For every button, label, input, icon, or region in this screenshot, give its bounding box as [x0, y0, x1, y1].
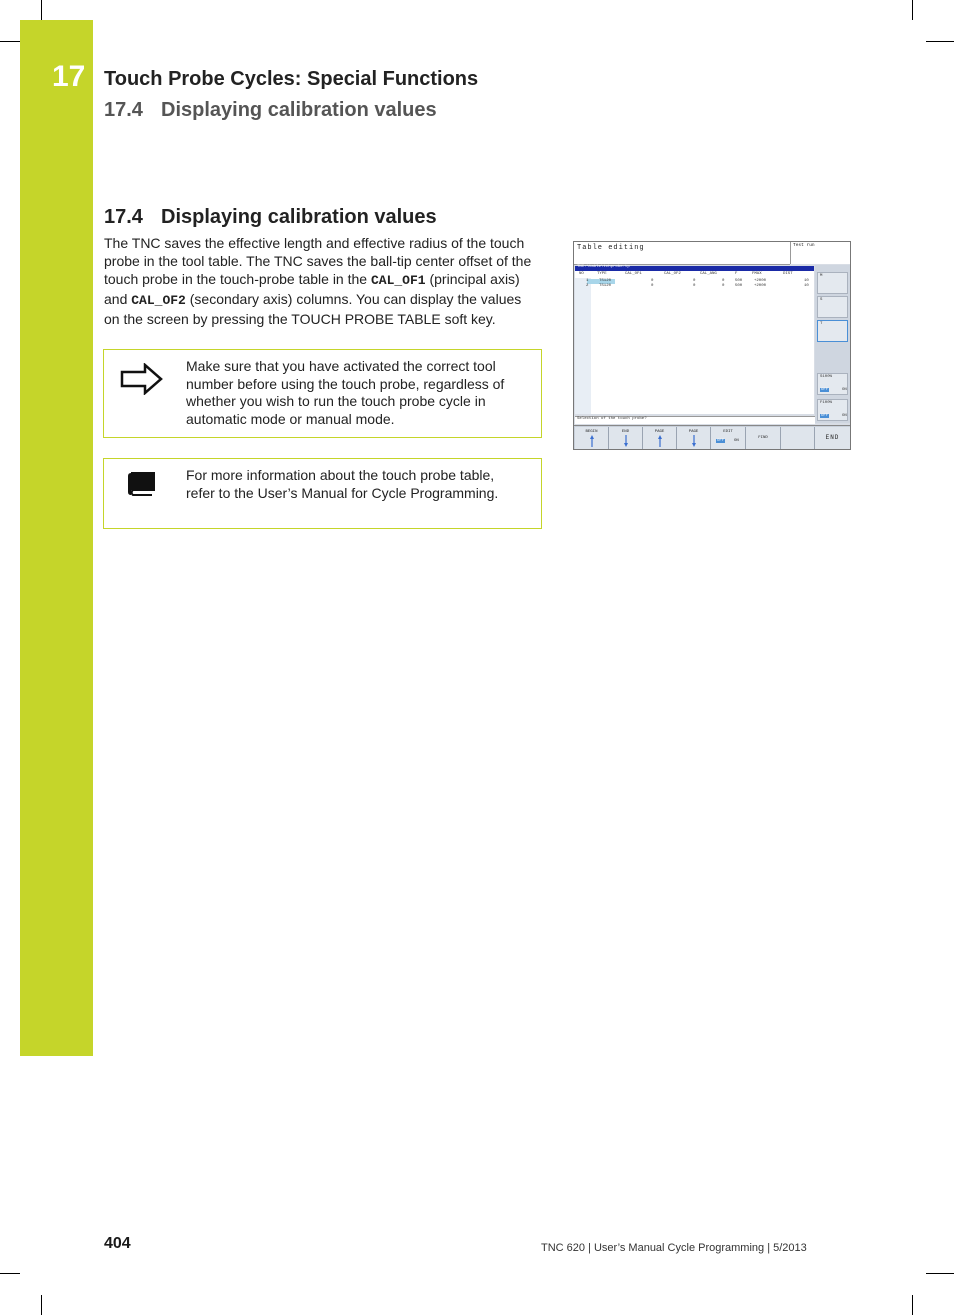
end-softkey[interactable]	[815, 427, 850, 449]
edit-label: EDIT	[723, 430, 733, 434]
spindle-override-button[interactable]	[817, 373, 848, 395]
cell: 0	[651, 279, 654, 283]
running-header-title: Touch Probe Cycles: Special Functions	[104, 68, 479, 90]
note-text: For more information about the touch probe table, refer to the User’s Manual for Cycle Programming.	[186, 467, 499, 501]
column-header: CAL_OF2	[664, 272, 681, 276]
crop-mark	[0, 1273, 20, 1274]
column-header: DIST	[783, 272, 793, 276]
cell: 0	[693, 284, 696, 288]
cell: 2	[586, 284, 589, 288]
page-up-label: PAGE	[654, 430, 665, 434]
crop-mark	[926, 41, 954, 42]
off-label: OFF	[821, 388, 829, 392]
end-nav-label: END	[621, 430, 630, 434]
running-header-section-number: 17.4	[104, 99, 143, 121]
begin-label: BEGIN	[585, 430, 598, 434]
on-label: ON	[842, 414, 847, 418]
tnc-screenshot	[573, 241, 851, 450]
cell: +2000	[754, 279, 767, 283]
body-text-1: The TNC saves the effective length and effective radius of the touch probe in the tool table. The TNC saves the ball-tip center offset of the touch probe in the touch-probe table in the	[104, 235, 532, 287]
body-text-2: (principal axis) and	[104, 271, 520, 307]
page-up-softkey[interactable]	[643, 427, 677, 449]
empty-softkey[interactable]	[781, 427, 815, 449]
column-header: F	[735, 272, 738, 276]
page-down-softkey[interactable]	[677, 427, 711, 449]
column-header: CAL_OF1	[625, 272, 642, 276]
chapter-tab	[20, 20, 93, 1056]
running-header-section-title: Displaying calibration values	[161, 99, 437, 121]
code-cal-of1: CAL_OF1	[370, 273, 426, 288]
cell: 0	[693, 279, 696, 283]
body-paragraph	[104, 234, 539, 328]
page-down-label: PAGE	[688, 430, 699, 434]
cell: 0	[722, 284, 725, 288]
page-number: 404	[104, 1235, 131, 1252]
feed-override-button[interactable]	[817, 399, 848, 421]
f100-label: F100%	[820, 401, 833, 405]
find-softkey[interactable]	[746, 427, 781, 449]
crop-mark	[912, 1295, 913, 1315]
column-header: NO	[579, 272, 584, 276]
cell: +2000	[754, 284, 767, 288]
arrow-down-icon	[624, 435, 628, 447]
screen-mode	[790, 242, 851, 264]
screen-header	[574, 242, 790, 265]
section-title: Displaying calibration values	[161, 206, 437, 228]
cell: 0	[651, 284, 654, 288]
screen-title: Table editing	[577, 244, 645, 252]
body-text-3: (secondary axis) columns. You can display the values on the screen by pressing the TOUCH PROBE TABLE soft key.	[104, 291, 522, 327]
note-text: Make sure that you have activated the correct tool number before using the touch probe, regardless of whether you wish to run the touch probe cycle in automatic mode or manual mode.	[186, 358, 505, 427]
m-label: M	[820, 274, 823, 278]
find-label: FIND	[758, 436, 768, 440]
running-header-section	[104, 99, 437, 122]
column-header: CAL_ANG	[700, 272, 717, 276]
note-box-reference	[103, 458, 542, 529]
side-panel	[815, 265, 850, 423]
note-box-tip	[103, 349, 542, 438]
cell: TS120	[599, 284, 612, 288]
code-cal-of2: CAL_OF2	[131, 293, 186, 308]
arrow-down-icon	[692, 435, 696, 447]
begin-softkey[interactable]	[575, 427, 609, 449]
section-number: 17.4	[104, 206, 143, 228]
status-text: Selection of the touch probe?	[577, 417, 647, 421]
s-function-button[interactable]	[817, 296, 848, 318]
table-row[interactable]	[575, 284, 814, 289]
arrow-up-icon	[658, 435, 662, 447]
cell: 10	[804, 279, 809, 283]
s-label: S	[820, 298, 823, 302]
table-no-column	[575, 278, 591, 414]
end-label: END	[825, 434, 840, 441]
cell: 500	[735, 279, 743, 283]
cell: 500	[735, 284, 743, 288]
crop-mark	[926, 1273, 954, 1274]
cell: 10	[804, 284, 809, 288]
crop-mark	[41, 1295, 42, 1315]
crop-mark	[41, 0, 42, 20]
arrow-right-icon	[120, 363, 164, 400]
mode-label: Test run	[793, 243, 815, 248]
off-label: OFF	[821, 414, 829, 418]
end-nav-softkey[interactable]	[609, 427, 643, 449]
softkey-bar	[574, 425, 850, 450]
t-function-button[interactable]	[817, 320, 848, 342]
edit-softkey[interactable]	[711, 427, 746, 449]
file-path: TNC:\table\tchprobe.tp	[577, 265, 630, 269]
edit-on-label: ON	[734, 439, 739, 443]
s100-label: S100%	[820, 375, 833, 379]
chapter-number: 17	[52, 60, 86, 93]
arrow-up-icon	[590, 435, 594, 447]
document-info: TNC 620 | User’s Manual Cycle Programming | 5/2013	[541, 1242, 807, 1254]
edit-off-label: OFF	[717, 439, 725, 443]
t-label: T	[820, 322, 823, 326]
column-header: TYPE	[597, 272, 607, 276]
cell: 0	[722, 279, 725, 283]
crop-mark	[0, 41, 20, 42]
book-icon	[126, 471, 156, 502]
m-function-button[interactable]	[817, 272, 848, 294]
status-line	[575, 416, 815, 424]
column-header: FMAX	[752, 272, 762, 276]
probe-table	[575, 271, 814, 414]
on-label: ON	[842, 388, 847, 392]
crop-mark	[912, 0, 913, 20]
cell: 1	[586, 279, 589, 283]
cell: TS120	[599, 279, 612, 283]
section-heading	[104, 206, 437, 229]
